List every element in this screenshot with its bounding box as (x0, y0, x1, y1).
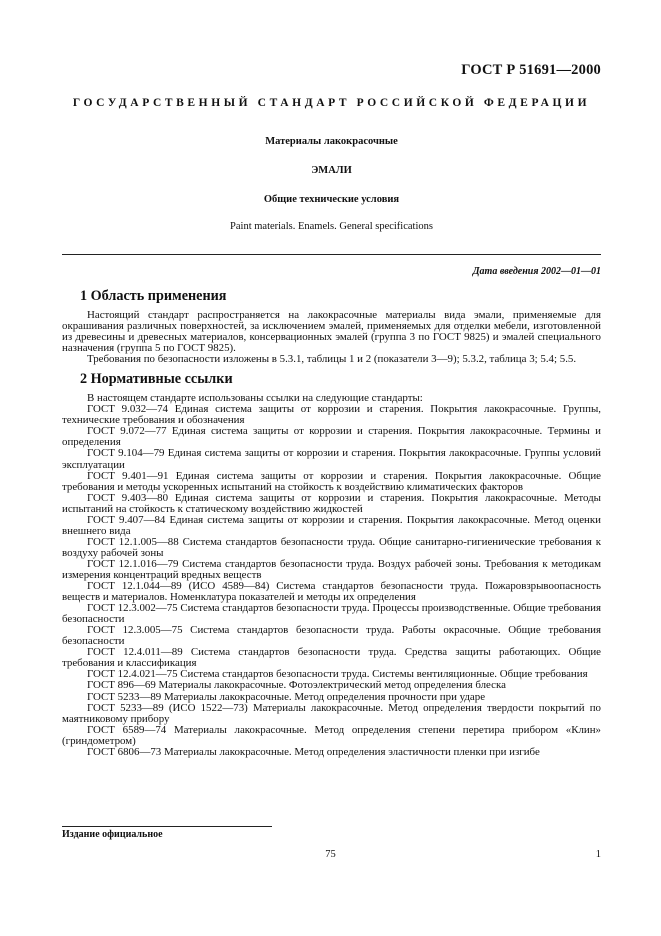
reference-item: ГОСТ 12.1.016—79 Система стандартов безопасности труда. Воздух рабочей зоны. Требования к методикам измерения концентраций вредных веществ (62, 557, 601, 581)
edition-label: Издание официальное (62, 829, 163, 840)
reference-item: ГОСТ 5233—89 Материалы лакокрасочные. Метод определения прочности при ударе (87, 690, 486, 703)
reference-item: ГОСТ 896—69 Материалы лакокрасочные. Фотоэлектрический метод определения блеска (87, 679, 506, 692)
state-standard-banner: ГОСУДАРСТВЕННЫЙ СТАНДАРТ РОССИЙСКОЙ ФЕДЕРАЦИИ (72, 97, 591, 109)
section-2-heading: 2 Нормативные ссылки (80, 371, 233, 388)
top-divider (62, 254, 601, 255)
title-line-3: Общие технические условия (263, 194, 400, 205)
reference-item: ГОСТ 12.3.002—75 Система стандартов безопасности труда. Процессы производственные. Общие требования безопасности (62, 602, 601, 626)
reference-item: ГОСТ 12.1.044—89 (ИСО 4589—84) Система стандартов безопасности труда. Пожаровзрывоопасность веществ и материалов. Номенклатура показателей и методы их определения (62, 580, 601, 604)
reference-item: ГОСТ 12.4.021—75 Система стандартов безопасности труда. Системы вентиляционные. Общие требования (87, 668, 588, 681)
reference-item: ГОСТ 12.4.011—89 Система стандартов безопасности труда. Средства защиты работающих. Общие требования и классификация (62, 646, 601, 670)
document-body (62, 285, 601, 758)
reference-item: ГОСТ 5233—89 (ИСО 1522—73) Материалы лакокрасочные. Метод определения твердости покрытий по маятниковому прибору (62, 701, 601, 725)
section-1-paragraph: Настоящий стандарт распространяется на лакокрасочные материалы вида эмали, применяемые для окрашивания различных поверхностей, за исключением эмалей, применяемых для отделки мебели, изготовленной из древесины и древесных материалов, консервационных эмалей (группа 3 по ГОСТ 9825) и эмалей специального назначения (группа 5 по ГОСТ 9825). (62, 309, 601, 355)
reference-item: ГОСТ 9.104—79 Единая система защиты от коррозии и старения. Покрытия лакокрасочные. Группы условий эксплуатации (62, 447, 601, 471)
english-title: Paint materials. Enamels. General specifications (230, 221, 433, 232)
title-line-2: ЭМАЛИ (311, 165, 352, 176)
reference-item: ГОСТ 9.407—84 Единая система защиты от коррозии и старения. Покрытия лакокрасочные. Метод оценки внешнего вида (62, 513, 601, 537)
reference-item: ГОСТ 6806—73 Материалы лакокрасочные. Метод определения эластичности пленки при изгибе (87, 745, 540, 758)
page-number-right: 1 (595, 849, 601, 860)
reference-item: ГОСТ 9.401—91 Единая система защиты от коррозии и старения. Покрытия лакокрасочные. Общие требования и методы ускоренных испытаний на стойкость к воздействию климатических факторов (62, 469, 601, 493)
reference-item: ГОСТ 9.032—74 Единая система защиты от коррозии и старения. Покрытия лакокрасочные. Группы, технические требования и обозначения (62, 403, 601, 427)
reference-item: ГОСТ 9.403—80 Единая система защиты от коррозии и старения. Покрытия лакокрасочные. Методы испытаний на стойкость к статическому воздействию жидкостей (62, 491, 601, 515)
section-1-paragraph: Требования по безопасности изложены в 5.3.1, таблицы 1 и 2 (показатели 3—9); 5.3.2, таблица 3; 5.4; 5.5. (87, 353, 577, 366)
footer-divider (62, 826, 272, 827)
title-line-1: Материалы лакокрасочные (265, 136, 398, 147)
section-2-intro: В настоящем стандарте использованы ссылки на следующие стандарты: (87, 392, 423, 405)
reference-item: ГОСТ 6589—74 Материалы лакокрасочные. Метод определения степени перетира прибором «Клин» (гриндометром) (62, 723, 601, 747)
section-1-heading: 1 Область применения (80, 288, 227, 304)
document-code: ГОСТ Р 51691—2000 (461, 62, 601, 78)
reference-item: ГОСТ 12.1.005—88 Система стандартов безопасности труда. Общие санитарно-гигиенические требования к воздуху рабочей зоны (62, 535, 601, 559)
page-number-center: 75 (325, 849, 336, 860)
reference-item: ГОСТ 12.3.005—75 Система стандартов безопасности труда. Работы окрасочные. Общие требования безопасности (62, 624, 601, 648)
reference-item: ГОСТ 9.072—77 Единая система защиты от коррозии и старения. Покрытия лакокрасочные. Термины и определения (62, 425, 601, 449)
effective-date: Дата введения 2002—01—01 (472, 266, 601, 277)
